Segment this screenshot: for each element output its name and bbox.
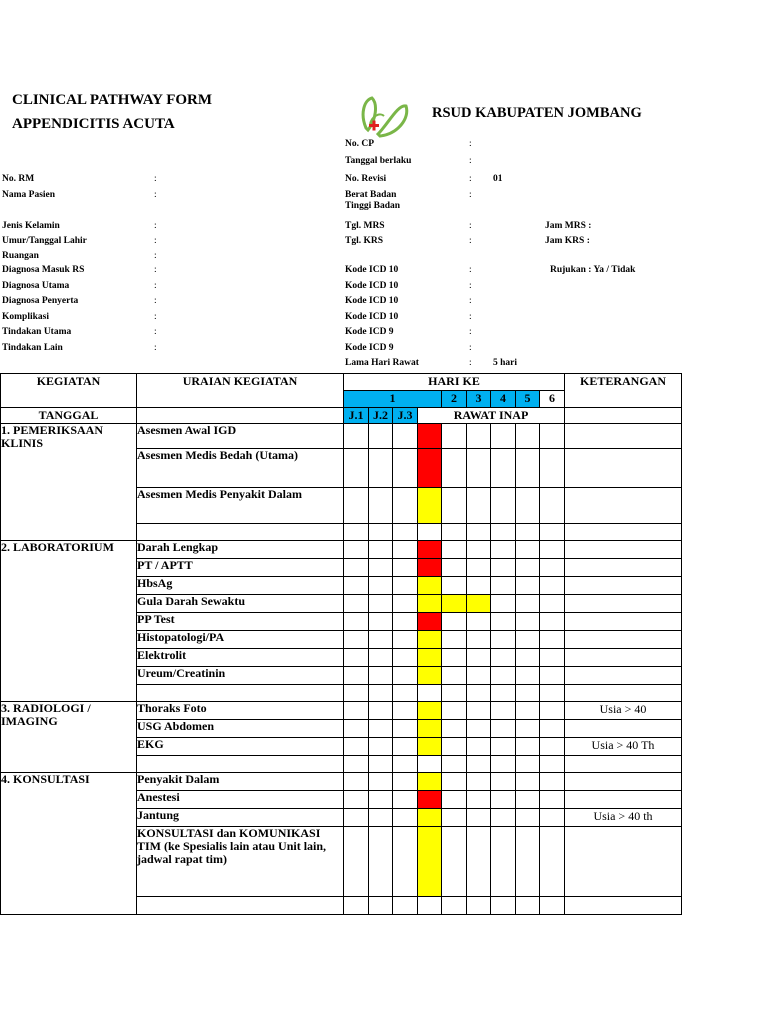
hour-j3: J.3 xyxy=(393,408,418,424)
field-label: Tindakan Utama xyxy=(2,327,72,337)
field-label: Tindakan Lain xyxy=(2,343,63,353)
field-colon: : xyxy=(469,174,472,184)
activity-usg-abdomen: USG Abdomen xyxy=(137,720,344,738)
field-colon: : xyxy=(469,343,472,353)
keterangan-jantung: Usia > 40 th xyxy=(565,809,682,827)
pathway-table xyxy=(0,373,682,915)
field-colon: : xyxy=(154,221,157,231)
activity-pp-test: PP Test xyxy=(137,613,344,631)
field-colon: : xyxy=(154,236,157,246)
day-3-header: 3 xyxy=(467,391,491,408)
field-label: Tgl. KRS xyxy=(345,236,384,246)
hour-j2: J.2 xyxy=(369,408,393,424)
col-keterangan-header: KETERANGAN xyxy=(565,374,682,408)
field-label: No. CP xyxy=(345,139,375,149)
hari-ke-header: HARI KE xyxy=(344,374,565,391)
field-label: Umur/Tanggal Lahir xyxy=(2,236,87,246)
field-colon: : xyxy=(154,174,157,184)
field-label: Diagnosa Utama xyxy=(2,281,70,291)
field-label: Ruangan xyxy=(2,251,39,261)
field-label: Kode ICD 10 xyxy=(345,296,399,306)
field-colon: : xyxy=(469,221,472,231)
field-colon: : xyxy=(469,190,472,200)
rujukan-options: Ya / Tidak xyxy=(593,265,636,275)
rawat-inap-label: RAWAT INAP xyxy=(418,408,565,424)
field-label: Nama Pasien xyxy=(2,190,56,200)
activity-anestesi: Anestesi xyxy=(137,791,344,809)
field-label: Kode ICD 10 xyxy=(345,312,399,322)
field-label: Diagnosa Penyerta xyxy=(2,296,79,306)
activity-asesmen-penyakit-dalam: Asesmen Medis Penyakit Dalam xyxy=(137,488,344,524)
field-colon: : xyxy=(469,265,472,275)
lama-rawat-value: 5 hari xyxy=(493,358,518,368)
jam-mrs-label: Jam MRS : xyxy=(545,221,592,231)
field-colon: : xyxy=(469,139,472,149)
field-label: Tinggi Badan xyxy=(345,201,401,211)
field-colon: : xyxy=(469,236,472,246)
col-uraian-header: URAIAN KEGIATAN xyxy=(137,374,344,408)
keterangan-ekg: Usia > 40 Th xyxy=(565,738,682,756)
activity-ureum-creatinin: Ureum/Creatinin xyxy=(137,667,344,685)
field-colon: : xyxy=(154,281,157,291)
activity-ekg: EKG xyxy=(137,738,344,756)
activity-elektrolit: Elektrolit xyxy=(137,649,344,667)
field-label: Kode ICD 10 xyxy=(345,265,399,275)
activity-penyakit-dalam: Penyakit Dalam xyxy=(137,773,344,791)
activity-asesmen-medis-bedah: Asesmen Medis Bedah (Utama) xyxy=(137,449,344,488)
field-colon: : xyxy=(154,265,157,275)
activity-gula-darah-sewaktu: Gula Darah Sewaktu xyxy=(137,595,344,613)
field-colon: : xyxy=(469,156,472,166)
col-kegiatan-header: KEGIATAN xyxy=(1,374,137,408)
field-label: Berat Badan xyxy=(345,190,397,200)
field-label: Lama Hari Rawat xyxy=(345,358,419,368)
tanggal-label: TANGGAL xyxy=(1,408,137,424)
day-5-header: 5 xyxy=(516,391,540,408)
form-title-line2: APPENDICITIS ACUTA xyxy=(12,116,175,132)
category-konsultasi: 4. KONSULTASI xyxy=(1,773,137,915)
field-label: Kode ICD 9 xyxy=(345,343,394,353)
field-label: No. Revisi xyxy=(345,174,387,184)
activity-konsultasi-tim: KONSULTASI dan KOMUNIKASI TIM (ke Spesialis lain atau Unit lain, jadwal rapat tim) xyxy=(137,827,344,897)
field-label: Kode ICD 9 xyxy=(345,327,394,337)
activity-histopatologi: Histopatologi/PA xyxy=(137,631,344,649)
field-colon: : xyxy=(469,281,472,291)
field-colon: : xyxy=(469,296,472,306)
field-label: Diagnosa Masuk RS xyxy=(2,265,85,275)
field-colon: : xyxy=(154,296,157,306)
day-2-header: 2 xyxy=(442,391,467,408)
hospital-name: RSUD KABUPATEN JOMBANG xyxy=(432,105,642,121)
keterangan-thoraks: Usia > 40 xyxy=(565,702,682,720)
field-label: Tanggal berlaku xyxy=(345,156,412,166)
category-laboratorium: 2. LABORATORIUM xyxy=(1,541,137,702)
form-title-line1: CLINICAL PATHWAY FORM xyxy=(12,92,213,108)
category-pemeriksaan-klinis: 1. PEMERIKSAAN KLINIS xyxy=(1,424,137,541)
category-radiologi-imaging: 3. RADIOLOGI / IMAGING xyxy=(1,702,137,773)
field-colon: : xyxy=(154,343,157,353)
day-1-header: 1 xyxy=(344,391,442,408)
field-label: Jenis Kelamin xyxy=(2,221,60,231)
field-label: Komplikasi xyxy=(2,312,49,322)
activity-thoraks-foto: Thoraks Foto xyxy=(137,702,344,720)
field-colon: : xyxy=(469,312,472,322)
field-colon: : xyxy=(154,312,157,322)
revisi-value: 01 xyxy=(493,174,503,184)
hour-j1: J.1 xyxy=(344,408,369,424)
field-colon: : xyxy=(469,327,472,337)
field-colon: : xyxy=(154,190,157,200)
activity-darah-lengkap: Darah Lengkap xyxy=(137,541,344,559)
activity-hbsag: HbsAg xyxy=(137,577,344,595)
field-label: No. RM xyxy=(2,174,35,184)
day-4-header: 4 xyxy=(491,391,516,408)
jam-krs-label: Jam KRS : xyxy=(545,236,590,246)
rujukan-label: Rujukan : Ya / Tidak xyxy=(550,265,636,275)
day-6-header: 6 xyxy=(540,391,565,408)
field-colon: : xyxy=(154,327,157,337)
hospital-logo xyxy=(358,94,410,142)
field-colon: : xyxy=(154,251,157,261)
activity-asesmen-awal-igd: Asesmen Awal IGD xyxy=(137,424,344,449)
activity-jantung: Jantung xyxy=(137,809,344,827)
field-colon: : xyxy=(469,358,472,368)
activity-pt-aptt: PT / APTT xyxy=(137,559,344,577)
field-label: Tgl. MRS xyxy=(345,221,385,231)
field-label: Kode ICD 10 xyxy=(345,281,399,291)
